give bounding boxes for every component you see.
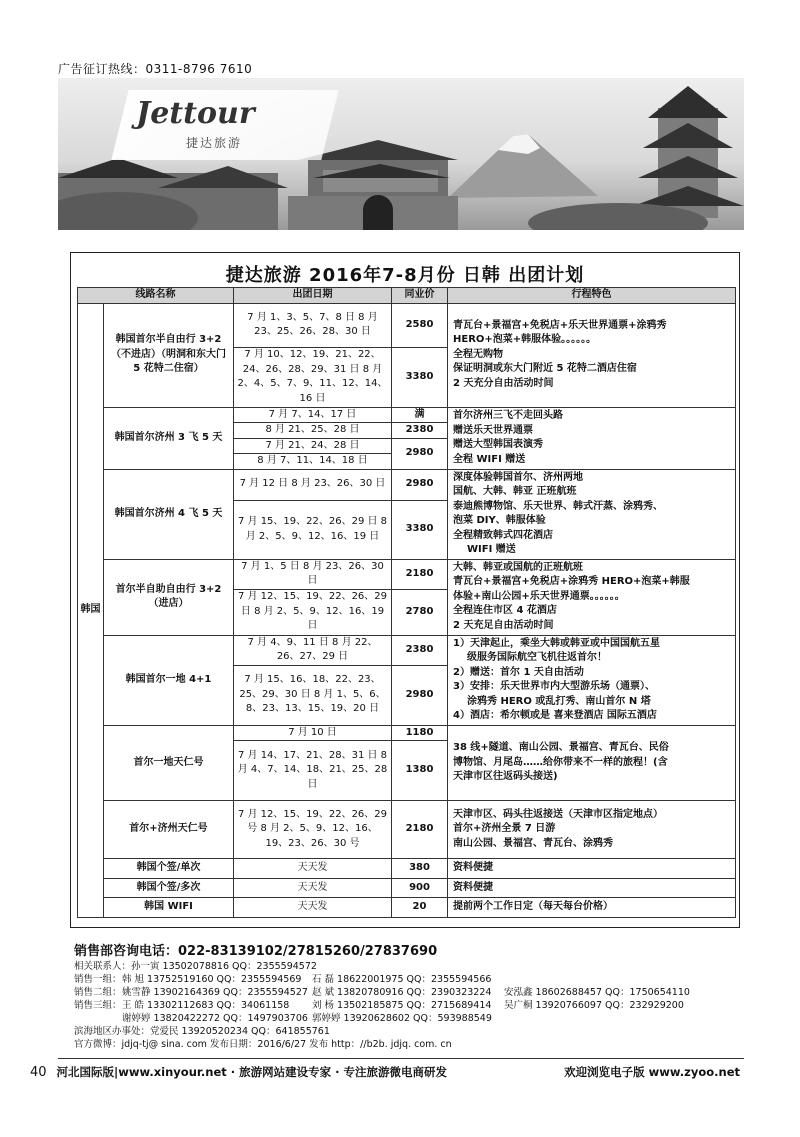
route-features [448, 469, 736, 559]
departure-dates: 8 月 7、11、14、18 日 [234, 454, 392, 470]
route-name: 韩国个签/单次 [104, 859, 234, 879]
price: 20 [392, 898, 448, 918]
page-number: 40 [30, 1065, 47, 1080]
route-features [448, 635, 736, 725]
table-row [78, 878, 736, 898]
footer-right: 欢迎浏览电子版 www.zyoo.net [564, 1065, 740, 1079]
binhai-office: 滨海地区办事处：党爱民 13920520234 QQ：641855761 [74, 1026, 330, 1037]
departure-dates: 7 月 1、5 日 8 月 23、26、30 日 [234, 559, 392, 589]
departure-dates: 7 月 15、16、18、22、23、25、29、30 日 8 月 1、5、6、8、23、13、15、19、20 日 [234, 665, 392, 725]
departure-dates: 7 月 12 日 8 月 23、26、30 日 [234, 469, 392, 500]
feature-line: 赠送乐天世界通票 [453, 424, 533, 436]
feature-line: 大韩、韩亚或国航的正班航班 [453, 561, 583, 573]
salesperson: 谢婷婷 13820422272 QQ：1497903706 [122, 1013, 308, 1024]
price: 2580 [392, 303, 448, 347]
price: 1380 [392, 741, 448, 801]
route-name: 韩国首尔济州 4 飞 5 天 [104, 469, 234, 559]
feature-line: 泡菜 DIY、韩服体验 [453, 515, 546, 526]
route-features: 资料便捷 [448, 878, 736, 898]
schedule-panel [70, 252, 740, 928]
salesperson: 吴广桐 13920766097 QQ：232929200 [504, 1000, 684, 1011]
route-features: 资料便捷 [448, 859, 736, 879]
header-dates: 出团日期 [234, 288, 392, 304]
contact-person: 相关联系人：孙一寅 13502078816 QQ：2355594572 [74, 961, 317, 972]
table-row [78, 303, 736, 347]
header-route: 线路名称 [78, 288, 234, 304]
departure-dates: 天天发 [234, 859, 392, 879]
feature-line: 泰迪熊博物馆、乐天世界、韩式汗蒸、涂鸦秀、 [453, 500, 663, 512]
departure-dates: 天天发 [234, 878, 392, 898]
departure-dates: 7 月 12、15、19、22、26、29 日 8 月 2、5、9、12、16、19 日 [234, 589, 392, 635]
table-row [78, 407, 736, 423]
schedule-table [77, 287, 736, 918]
sales-group [74, 971, 512, 985]
route-name: 韩国首尔济州 3 飞 5 天 [104, 407, 234, 469]
price: 380 [392, 859, 448, 879]
group-label: 销售三组： [74, 1000, 122, 1011]
table-row [78, 635, 736, 665]
departure-dates: 7 月 21、24、28 日 [234, 438, 392, 454]
salesperson: 韩 旭 13752519160 QQ：2355594569 [122, 974, 302, 985]
feature-line: 2）赠送：首尔 1 天自由活动 [453, 666, 584, 678]
group-label: 销售一组： [74, 974, 122, 985]
salesperson: 石 磊 18622001975 QQ：2355594566 [312, 974, 492, 985]
sales-heading: 销售部咨询电话：022-83139102/27815260/27837690 [74, 944, 438, 959]
price: 3380 [392, 500, 448, 559]
departure-dates: 7 月 12、15、19、22、26、29 号 8 月 2、5、9、12、16、19、23、26、30 号 [234, 801, 392, 859]
route-name: 首尔+济州天仁号 [104, 801, 234, 859]
feature-line: 天津市区、码头往返接送（天津市区指定地点） [453, 808, 663, 820]
sales-group [74, 997, 684, 1011]
route-name: 首尔一地天仁号 [104, 725, 234, 801]
feature-line: 青瓦台+景福宫+免税店+涂鸦秀 HERO+泡菜+韩服 [453, 576, 690, 588]
price: 900 [392, 878, 448, 898]
salesperson: 安泓鑫 18602688457 QQ：1750654110 [504, 987, 690, 998]
feature-line: 全程 WIFI 赠送 [453, 453, 526, 465]
salesperson: 刘 杨 13502185875 QQ：2715689414 [312, 1000, 492, 1011]
price: 2380 [392, 635, 448, 665]
route-features [448, 725, 736, 801]
price: 2380 [392, 423, 448, 439]
ad-hotline: 广告征订热线：0311-8796 7610 [58, 62, 253, 76]
jettour-logo-subtitle: 捷达旅游 [186, 136, 243, 150]
feature-line: 南山公园、景福宫、青瓦台、涂鸦秀 [453, 837, 613, 849]
departure-dates: 7 月 4、9、11 日 8 月 22、26、27、29 日 [234, 635, 392, 665]
feature-line: 2 天充足自由活动时间 [453, 619, 554, 631]
feature-line: 体验+南山公园+乐天世界通票。。。。。。 [453, 590, 625, 602]
route-features [448, 801, 736, 859]
feature-line: 3）安排：乐天世界市内大型游乐场（通票）、 [453, 681, 655, 692]
feature-line: 首尔+济州全景 7 日游 [453, 823, 556, 835]
feature-line: 2 天充分自由活动时间 [453, 377, 554, 389]
table-row [78, 559, 736, 589]
feature-line: 全程精致韩式四花酒店 [453, 529, 553, 541]
sales-group [74, 1010, 492, 1024]
banner-image [58, 78, 744, 230]
price: 2180 [392, 801, 448, 859]
footer-left [30, 1064, 447, 1080]
feature-line: 涂鸦秀 HERO 或乱打秀、南山首尔 N 塔 [467, 695, 651, 707]
route-name: 韩国首尔一地 4+1 [104, 635, 234, 725]
header-features: 行程特色 [448, 288, 736, 304]
route-name: 韩国个签/多次 [104, 878, 234, 898]
table-row [78, 725, 736, 741]
sales-group [74, 984, 690, 998]
feature-line: 1）天津起止，乘坐大韩或韩亚或中国国航五星 [453, 637, 660, 649]
salesperson: 王 皓 13302112683 QQ：34061158 [122, 1000, 290, 1011]
departure-dates: 7 月 15、19、22、26、29 日 8 月 2、5、9、12、16、19 日 [234, 500, 392, 559]
feature-line: 全程连住市区 4 花酒店 [453, 605, 557, 617]
table-row [78, 801, 736, 859]
route-name: 韩国 WIFI [104, 898, 234, 918]
salesperson: 赵 斌 13820780916 QQ：2390323224 [312, 987, 492, 998]
feature-line: WIFI 赠送 [467, 544, 516, 555]
price: 2980 [392, 665, 448, 725]
price: 2180 [392, 559, 448, 589]
table-header-row [78, 288, 736, 304]
feature-line: HERO+泡菜+韩服体验。。。。。。 [453, 334, 597, 346]
table-row [78, 859, 736, 879]
feature-line: 4）酒店：希尔顿或是 喜来登酒店 国际五酒店 [453, 710, 657, 721]
feature-line: 保证明洞或东大门附近 5 花特二酒店住宿 [453, 363, 637, 375]
footer-divider [58, 1058, 744, 1059]
price: 3380 [392, 347, 448, 407]
page-title: 捷达旅游 2016年7-8月份 日韩 出团计划 [225, 265, 585, 286]
salesperson: 郭婷婷 13920628602 QQ：593988549 [312, 1013, 492, 1024]
price: 2980 [392, 438, 448, 469]
table-row [78, 469, 736, 500]
feature-line: 天津市区往返码头接送) [453, 771, 558, 782]
feature-line: 赠送大型韩国表演秀 [453, 439, 543, 450]
price: 满 [392, 407, 448, 423]
table-row [78, 898, 736, 918]
category-cell: 韩国 [78, 303, 104, 917]
departure-dates: 8 月 21、25、28 日 [234, 423, 392, 439]
feature-line: 青瓦台+景福宫+免税店+乐天世界通票+涂鸦秀 [453, 319, 667, 331]
departure-dates: 7 月 10 日 [234, 725, 392, 741]
route-name: 韩国首尔半自由行 3+2（不进店）（明洞和东大门 5 花特二住宿） [104, 303, 234, 407]
group-label: 销售二组： [74, 987, 122, 998]
departure-dates: 天天发 [234, 898, 392, 918]
route-features [448, 559, 736, 635]
route-features [448, 407, 736, 469]
header-price: 同业价 [392, 288, 448, 304]
feature-line: 博物馆、月尾岛……给你带来不一样的旅程！(含 [453, 756, 668, 768]
feature-line: 首尔济州三飞不走回头路 [453, 410, 563, 421]
departure-dates: 7 月 10、12、19、21、22、24、26、28、29、31 日 8 月 2、4、5、7、9、11、12、14、16 日 [234, 347, 392, 407]
route-features: 提前两个工作日定（每天每台价格） [448, 898, 736, 918]
departure-dates: 7 月 1、3、5、7、8 日 8 月 23、25、26、28、30 日 [234, 303, 392, 347]
departure-dates: 7 月 14、17、21、28、31 日 8 月 4、7、14、18、21、25、28 日 [234, 741, 392, 801]
price: 1180 [392, 725, 448, 741]
price: 2780 [392, 589, 448, 635]
salesperson: 姚雪静 13902164369 QQ：2355594527 [122, 987, 308, 998]
feature-line: 级服务国际航空飞机往返首尔！ [467, 652, 607, 663]
departure-dates: 7 月 7、14、17 日 [234, 407, 392, 423]
feature-line: 全程无购物 [453, 348, 503, 360]
feature-line: 深度体验韩国首尔、济州两地 [453, 471, 583, 483]
price: 2980 [392, 469, 448, 500]
feature-line: 国航、大韩、韩亚 正班航班 [453, 486, 577, 497]
route-name: 首尔半自助自由行 3+2（进店） [104, 559, 234, 635]
official-weibo: 官方微博：jdjq-tj@ sina. com 发布日期：2016/6/27 发布 http：//b2b. jdjq. com. cn [74, 1039, 452, 1050]
jettour-logo: Jettour [136, 96, 255, 131]
feature-line: 38 线+隧道、南山公园、景福宫、青瓦台、民俗 [453, 742, 669, 753]
route-features [448, 303, 736, 407]
footer-site-text: 河北国际版|www.xinyour.net · 旅游网站建设专家 · 专注旅游微电商研发 [56, 1065, 448, 1079]
